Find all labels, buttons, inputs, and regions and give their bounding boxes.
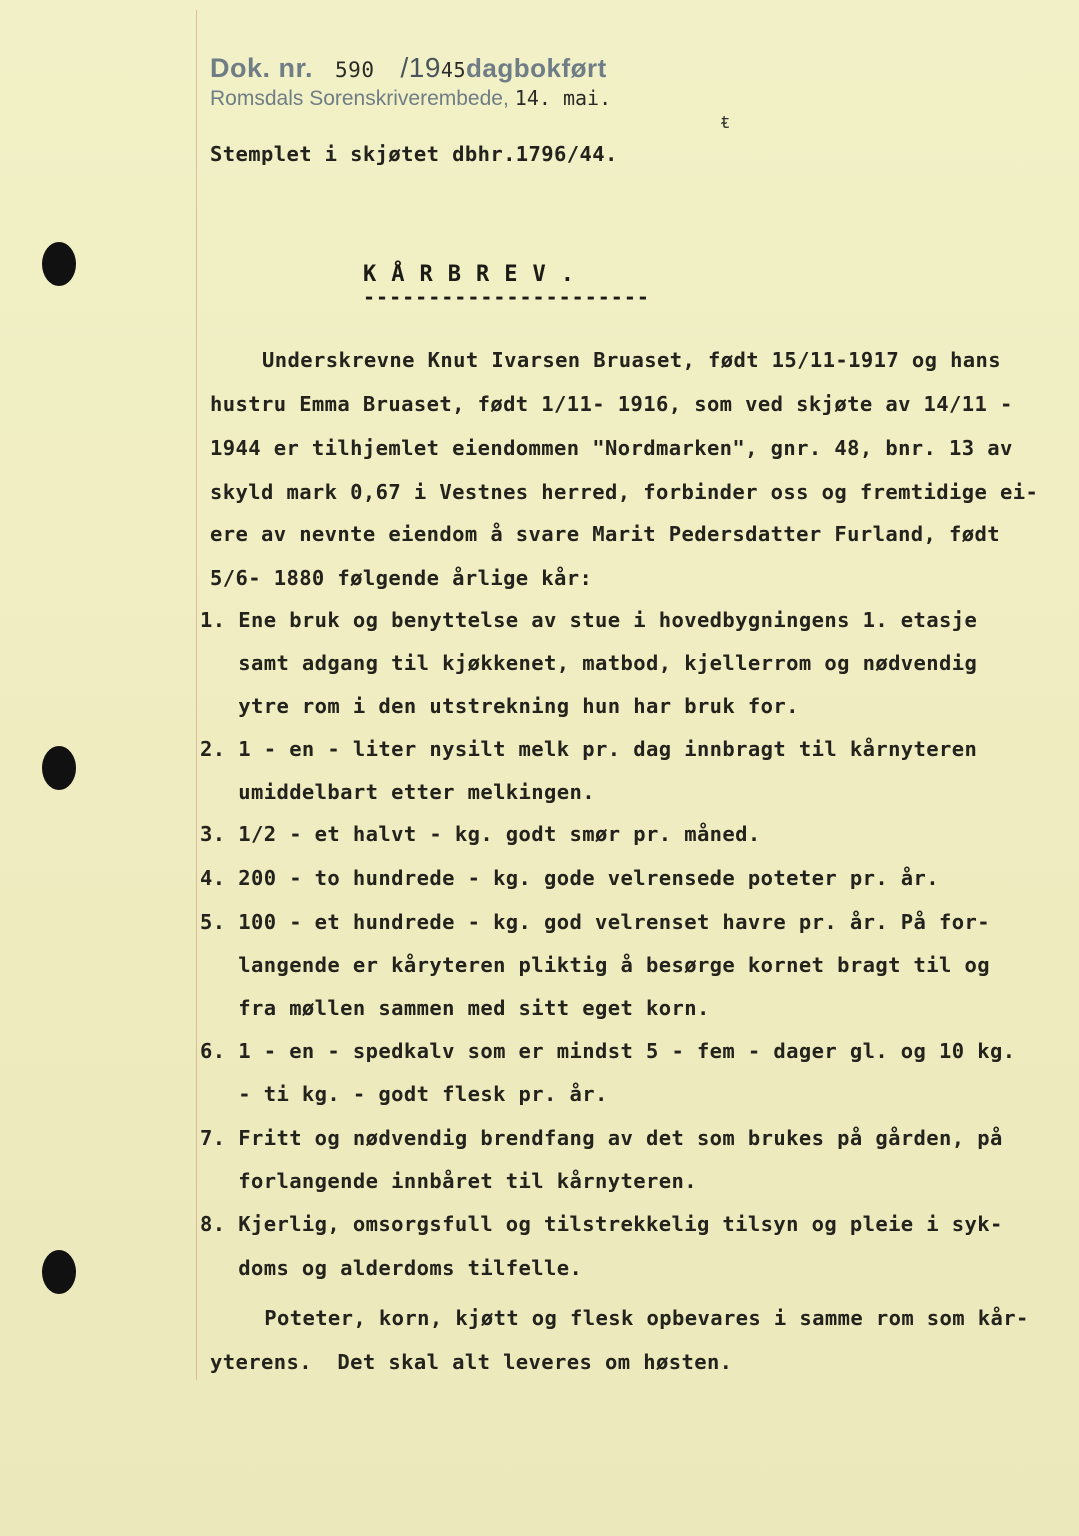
body-line: Poteter, korn, kjøtt og flesk opbevares i samme rom som kår- bbox=[226, 1306, 1029, 1330]
body-line: 1. Ene bruk og benyttelse av stue i hovedbygningens 1. etasje bbox=[200, 608, 978, 632]
punch-hole bbox=[42, 746, 76, 790]
body-line: 5/6- 1880 følgende årlige kår: bbox=[210, 566, 593, 590]
body-line: 7. Fritt og nødvendig brendfang av det som brukes på gården, på bbox=[200, 1126, 1003, 1150]
body-line: ere av nevnte eiendom å svare Marit Pedersdatter Furland, født bbox=[210, 522, 1001, 546]
body-line: 6. 1 - en - spedkalv som er mindst 5 - fem - dager gl. og 10 kg. bbox=[200, 1039, 1016, 1063]
stamp-dagbokfort: dagbokført bbox=[466, 53, 607, 83]
body-line: 1944 er tilhjemlet eiendommen "Nordmarken", gnr. 48, bnr. 13 av bbox=[210, 436, 1013, 460]
stamp-note: Stemplet i skjøtet dbhr.1796/44. bbox=[210, 142, 618, 166]
body-line: 5. 100 - et hundrede - kg. god velrenset havre pr. år. På for- bbox=[200, 910, 991, 934]
punch-hole bbox=[42, 242, 76, 286]
stamp-dok-number: 590 bbox=[335, 58, 375, 82]
body-line: Underskrevne Knut Ivarsen Bruaset, født 15/11-1917 og hans bbox=[262, 348, 1002, 372]
body-line: doms og alderdoms tilfelle. bbox=[200, 1256, 583, 1280]
stamp-office: Romsdals Sorenskriverembede, bbox=[210, 87, 509, 110]
punch-hole bbox=[42, 1250, 76, 1294]
stamp-year: 45 bbox=[440, 58, 466, 82]
body-line: samt adgang til kjøkkenet, matbod, kjellerrom og nødvendig bbox=[200, 651, 978, 675]
body-line: 3. 1/2 - et halvt - kg. godt smør pr. måned. bbox=[200, 822, 761, 846]
pencil-mark: ᵵ bbox=[720, 112, 731, 133]
body-line: - ti kg. - godt flesk pr. år. bbox=[200, 1082, 608, 1106]
body-line: umiddelbart etter melkingen. bbox=[200, 780, 596, 804]
stamp-dok-label: Dok. nr. bbox=[210, 53, 314, 83]
body-line: ytre rom i den utstrekning hun har bruk for. bbox=[200, 694, 799, 718]
registry-stamp bbox=[210, 52, 611, 111]
body-line: hustru Emma Bruaset, født 1/11- 1916, som ved skjøte av 14/11 - bbox=[210, 392, 1013, 416]
body-line: 4. 200 - to hundrede - kg. gode velrensede poteter pr. år. bbox=[200, 866, 940, 890]
stamp-slash: /19 bbox=[400, 52, 441, 83]
body-line: 2. 1 - en - liter nysilt melk pr. dag innbragt til kårnyteren bbox=[200, 737, 978, 761]
heading-underline: ---------------------- bbox=[363, 285, 650, 309]
stamp-date: 14. mai. bbox=[514, 86, 612, 110]
body-line: yterens. Det skal alt leveres om høsten. bbox=[210, 1350, 733, 1374]
margin-line bbox=[196, 10, 197, 1380]
body-line: 8. Kjerlig, omsorgsfull og tilstrekkelig tilsyn og pleie i syk- bbox=[200, 1212, 1003, 1236]
body-line: skyld mark 0,67 i Vestnes herred, forbinder oss og fremtidige ei- bbox=[210, 480, 1039, 504]
body-line: forlangende innbåret til kårnyteren. bbox=[200, 1169, 697, 1193]
document-heading: KÅRBREV. bbox=[363, 262, 589, 287]
body-line: fra møllen sammen med sitt eget korn. bbox=[200, 996, 710, 1020]
body-line: langende er kåryteren pliktig å besørge kornet bragt til og bbox=[200, 953, 991, 977]
